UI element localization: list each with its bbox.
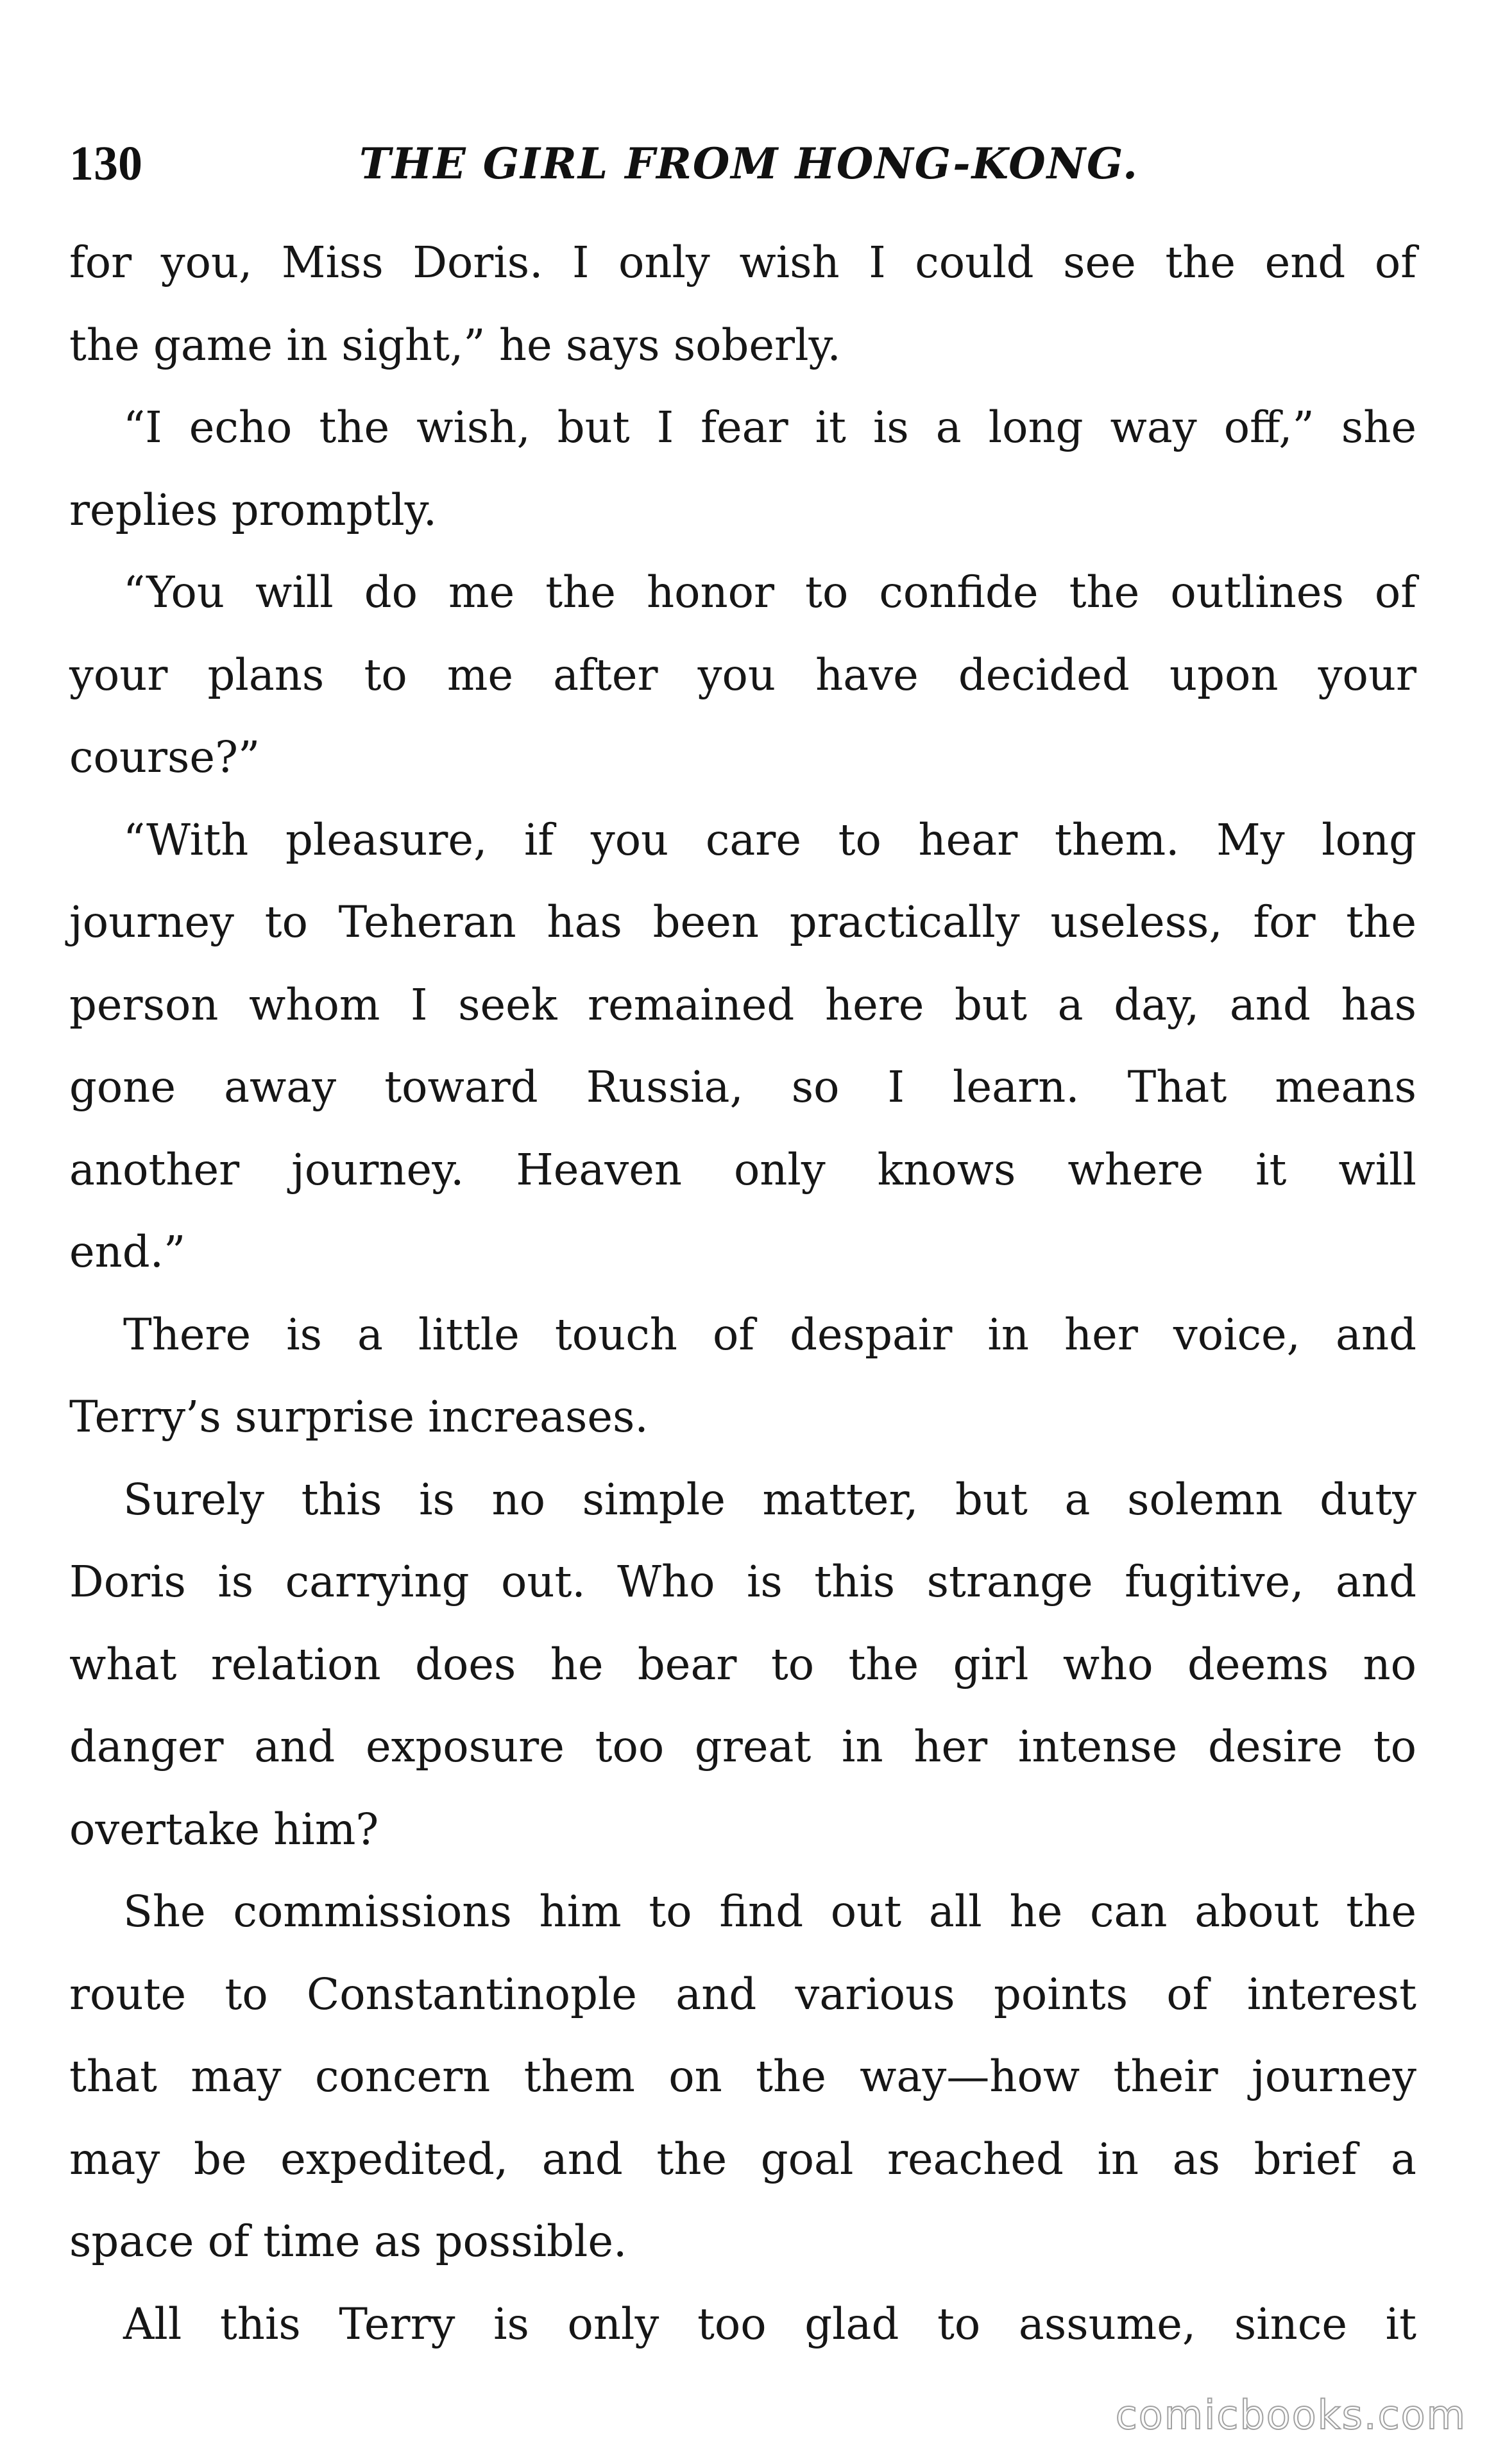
text-line: the game in sight,” he says soberly. — [69, 320, 841, 370]
text-line: your plans to me after you have decided upon your — [69, 649, 1416, 700]
text-line: There is a little touch of despair in her voice, and — [123, 1309, 1416, 1360]
body-text — [69, 221, 1416, 2365]
text-line: may be expedited, and the goal reached in as brief a — [69, 2134, 1416, 2184]
text-line: overtake him? — [69, 1804, 379, 1854]
text-line: space of time as possible. — [69, 2216, 627, 2266]
text-line: danger and exposure too great in her intense desire to — [69, 1722, 1416, 1772]
running-title: THE GIRL FROM HONG-KONG. — [359, 139, 1139, 189]
text-line: that may concern them on the way—how their journey — [69, 2051, 1416, 2101]
text-line: route to Constantinople and various points of interest — [69, 1969, 1416, 2019]
text-line: “With pleasure, if you care to hear them. My long — [123, 814, 1416, 865]
text-line: for you, Miss Doris. I only wish I could see the end of — [69, 237, 1416, 287]
text-line: She commissions him to find out all he can about the — [123, 1887, 1416, 1937]
text-line: another journey. Heaven only knows where it will — [69, 1144, 1416, 1195]
text-line: Terry’s surprise increases. — [69, 1392, 649, 1442]
watermark: comicbooks.com — [1115, 2391, 1467, 2438]
text-line: person whom I seek remained here but a day, and has — [69, 979, 1416, 1030]
text-line: replies promptly. — [69, 484, 438, 535]
text-line: journey to Teheran has been practically useless, for the — [69, 897, 1416, 947]
text-line: “I echo the wish, but I fear it is a long way off,” she — [123, 402, 1416, 452]
page-header — [69, 128, 1416, 199]
page-number: 130 — [69, 137, 142, 191]
text-line: gone away toward Russia, so I learn. That means — [69, 1062, 1416, 1112]
text-line: Doris is carrying out. Who is this strange fugitive, and — [69, 1557, 1416, 1607]
text-line: All this Terry is only too glad to assume, since it — [123, 2298, 1416, 2349]
text-line: end.” — [69, 1227, 186, 1277]
text-line: course?” — [69, 732, 260, 782]
text-line: “You will do me the honor to confide the outlines of — [123, 567, 1416, 617]
text-line: Surely this is no simple matter, but a solemn duty — [123, 1474, 1416, 1525]
text-line: what relation does he bear to the girl who deems no — [69, 1639, 1416, 1690]
